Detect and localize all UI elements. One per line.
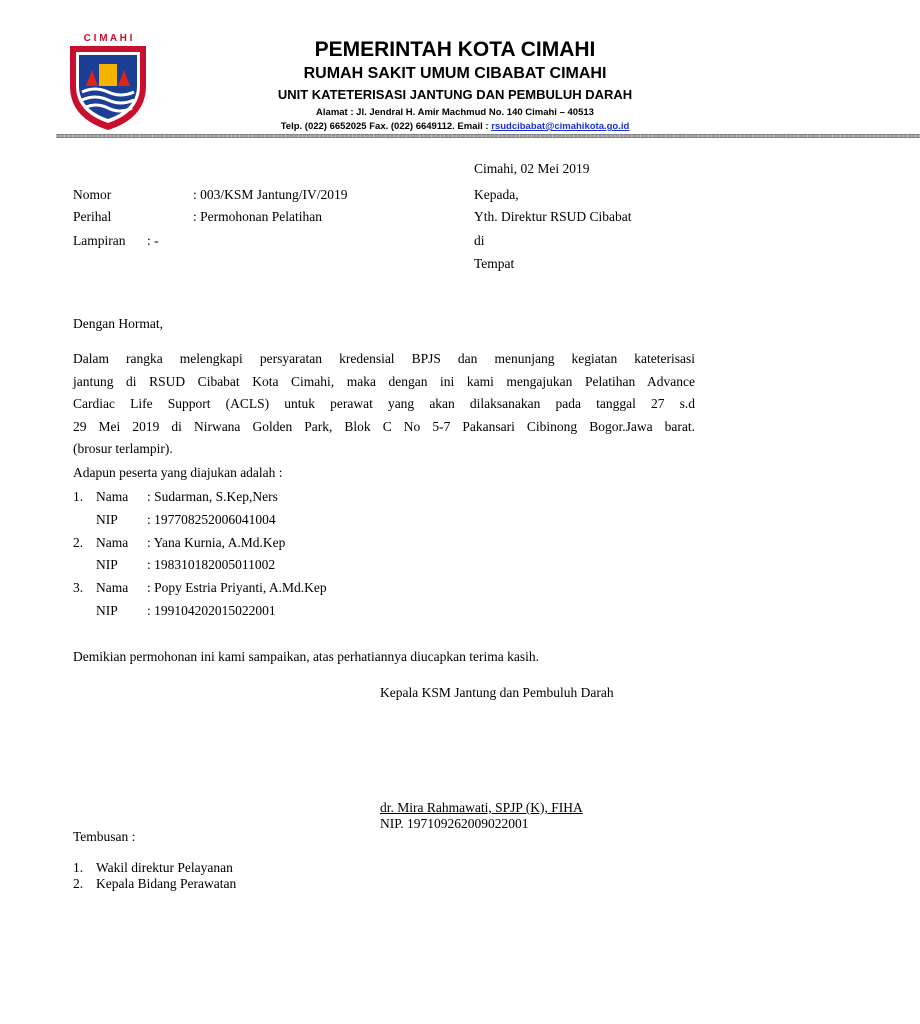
nomor-label: Nomor — [73, 187, 112, 202]
tembusan-number: 2. — [73, 876, 84, 891]
signatory-nip: NIP. 197109262009022001 — [380, 816, 529, 831]
participant-number: 1. — [73, 489, 84, 504]
lampiran-label: Lampiran — [73, 233, 126, 248]
hospital-heading: RUMAH SAKIT UMUM CIBABAT CIMAHI — [303, 65, 607, 82]
body-line: (brosur terlampir). — [73, 441, 173, 456]
body-line: 29 Mei 2019 di Nirwana Golden Park, Blok C No 5-7 Pakansari Cibinong Bogor.Jawa barat. — [73, 418, 695, 434]
tembusan-number: 1. — [73, 860, 84, 875]
lampiran-value: : - — [147, 233, 159, 248]
participant-name-label: Nama — [96, 535, 129, 550]
body-line: jantung di RSUD Cibabat Kota Cimahi, maka dengan ini kami mengajukan Pelatihan Advance — [73, 373, 695, 389]
recipient-line-4: Tempat — [474, 256, 515, 271]
gov-heading: PEMERINTAH KOTA CIMAHI — [314, 38, 596, 61]
participant-nip: : 198310182005011002 — [147, 557, 276, 572]
participant-nip-label: NIP — [96, 512, 118, 527]
participant-nip: : 199104202015022001 — [147, 603, 276, 618]
logo-city-text: C I M A H I — [83, 33, 133, 44]
tembusan-item: Wakil direktur Pelayanan — [96, 860, 233, 875]
recipient-line-1: Kepada, — [474, 187, 519, 202]
recipient-line-2: Yth. Direktur RSUD Cibabat — [474, 209, 632, 224]
participant-nip-label: NIP — [96, 557, 118, 572]
perihal-value: : Permohonan Pelatihan — [193, 209, 322, 224]
perihal-label: Perihal — [73, 209, 112, 224]
closing-sentence: Demikian permohonan ini kami sampaikan, atas perhatiannya diucapkan terima kasih. — [73, 649, 539, 664]
letterhead-rule: =============================================================================================================================================================================================================== — [56, 132, 920, 141]
participant-number: 3. — [73, 580, 84, 595]
participant-name: : Sudarman, S.Kep,Ners — [147, 489, 278, 504]
city-emblem-logo — [62, 30, 154, 132]
participant-name: : Popy Estria Priyanti, A.Md.Kep — [147, 580, 327, 595]
participant-nip: : 197708252006041004 — [147, 512, 276, 527]
tembusan-item: Kepala Bidang Perawatan — [96, 876, 237, 891]
participant-number: 2. — [73, 535, 84, 550]
contact-text: Telp. (022) 6652025 Fax. (022) 6649112. Email : — [280, 121, 492, 132]
participant-name-label: Nama — [96, 580, 129, 595]
signatory-title: Kepala KSM Jantung dan Pembuluh Darah — [380, 685, 614, 700]
unit-heading: UNIT KATETERISASI JANTUNG DAN PEMBULUH DARAH — [277, 87, 633, 102]
body-line: Cardiac Life Support (ACLS) untuk perawat yang akan dilaksanakan pada tanggal 27 s.d — [73, 396, 695, 411]
email-link[interactable]: rsudcibabat@cimahikota.go.id — [491, 121, 630, 132]
participants-intro: Adapun peserta yang diajukan adalah : — [73, 465, 283, 480]
body-line: Dalam rangka melengkapi persyaratan kredensial BPJS dan menunjang kegiatan kateterisasi — [73, 351, 695, 366]
tembusan-label: Tembusan : — [73, 829, 136, 844]
participant-name-label: Nama — [96, 489, 129, 504]
participant-nip-label: NIP — [96, 603, 118, 618]
nomor-value: : 003/KSM Jantung/IV/2019 — [193, 187, 348, 202]
salutation: Dengan Hormat, — [73, 316, 163, 331]
address-line: Alamat : Jl. Jendral H. Amir Machmud No. 140 Cimahi – 40513 — [316, 107, 594, 118]
signatory-name: dr. Mira Rahmawati, SPJP (K), FIHA — [380, 800, 583, 815]
participant-name: : Yana Kurnia, A.Md.Kep — [147, 535, 286, 550]
body-paragraph — [73, 348, 695, 461]
letter-date: Cimahi, 02 Mei 2019 — [474, 161, 590, 176]
recipient-line-3: di — [474, 233, 485, 248]
